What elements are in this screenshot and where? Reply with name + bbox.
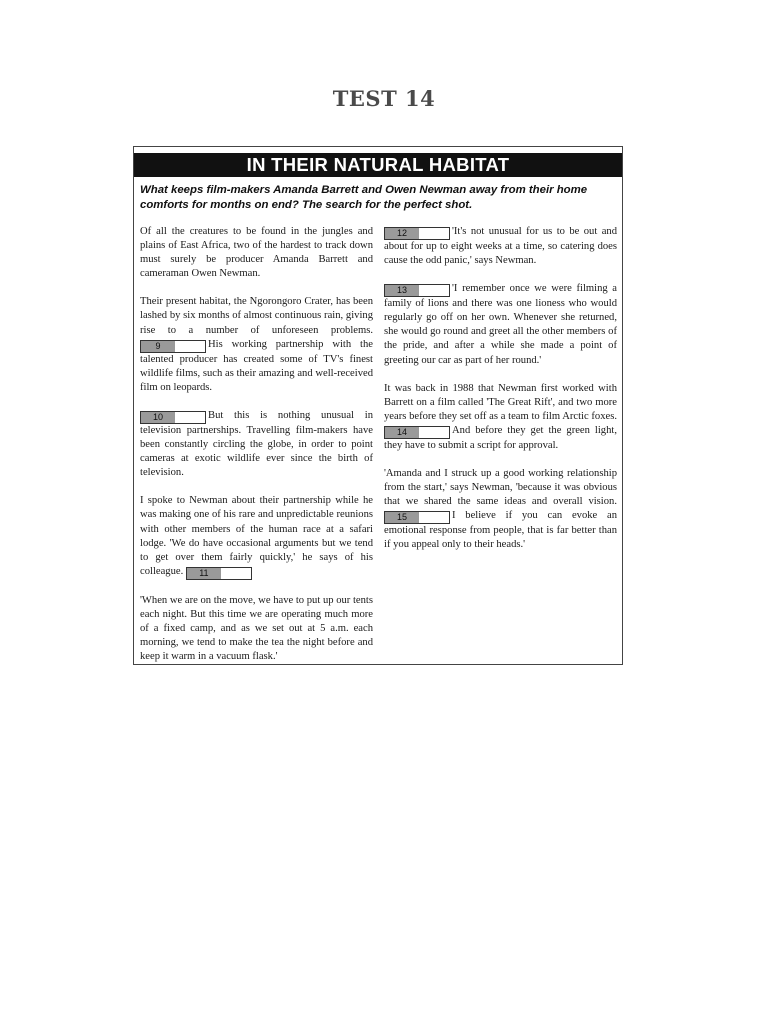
paragraph-text: But this is nothing unusual in television partnerships. Travelling film-makers have been constantly circling the globe, in order to point cameras at exotic wildlife ever since the birth of television. xyxy=(140,409,373,479)
paragraph xyxy=(140,409,373,480)
paragraph-text: And before they get the green light, they have to submit a script for approval. xyxy=(384,424,617,451)
gap-number: 13 xyxy=(385,285,419,296)
paragraph xyxy=(140,494,373,579)
gap-answer-space[interactable] xyxy=(419,228,449,239)
paragraph xyxy=(140,594,373,664)
gap-answer-space[interactable] xyxy=(419,512,449,523)
gap-number: 10 xyxy=(141,412,175,423)
gap-box[interactable] xyxy=(140,411,206,424)
gap-answer-space[interactable] xyxy=(419,285,449,296)
gap-answer-space[interactable] xyxy=(175,341,205,352)
gap-number: 15 xyxy=(385,512,419,523)
paragraph xyxy=(384,382,617,453)
paragraph-text: Their present habitat, the Ngorongoro Crater, has been lashed by six months of almost continuous rain, giving rise to a number of unforeseen problems. xyxy=(140,296,373,336)
article-frame xyxy=(133,146,623,665)
gap-box[interactable] xyxy=(384,426,450,439)
gap-answer-space[interactable] xyxy=(419,427,449,438)
gap-answer-space[interactable] xyxy=(175,412,205,423)
paragraph-text: His working partnership with the talented producer has created some of TV's finest wildlife films, such as their amazing and well-received film on leopards. xyxy=(140,338,373,393)
paragraph-text: Of all the creatures to be found in the jungles and plains of East Africa, two of the hardest to track down must surely be producer Amanda Barrett and cameraman Owen Newman. xyxy=(140,226,373,280)
article-subtitle: What keeps film-makers Amanda Barrett and Owen Newman away from their home comforts for months on end? The search for the perfect shot. xyxy=(140,184,588,211)
gap-number: 11 xyxy=(187,568,221,579)
gap-number: 14 xyxy=(385,427,419,438)
article-headline: IN THEIR NATURAL HABITAT xyxy=(134,153,622,177)
paragraph-text: 'It's not unusual for us to be out and about for up to eight weeks at a time, so catering does cause the odd panic,' says Newman. xyxy=(384,226,617,267)
paragraph-text: I spoke to Newman about their partnership while he was making one of his rare and unpredictable reunions with other members of the human race at a safari lodge. 'We do have occasional arguments but we tend to get over them fairly quickly,' he says of his colleague. xyxy=(140,495,373,577)
left-column xyxy=(140,225,373,678)
gap-number: 9 xyxy=(141,341,175,352)
gap-box[interactable] xyxy=(384,227,450,240)
paragraph-text: 'When we are on the move, we have to put up our tents each night. But this time we are operating much more of a fixed camp, and as we set out at 5 a.m. each morning, we tend to make the tea the night before and keep it warm in a vacuum flask.' xyxy=(140,594,373,663)
gap-answer-space[interactable] xyxy=(221,568,251,579)
test-title: TEST 14 xyxy=(332,86,436,111)
paragraph-text: It was back in 1988 that Newman first worked with Barrett on a film called 'The Great Rift', and two more years before they set off as a team to film Arctic foxes. xyxy=(384,382,617,422)
right-column xyxy=(384,225,617,567)
paragraph-text: I believe if you can evoke an emotional response from people, that is far better than if you appeal only to their heads.' xyxy=(384,510,617,551)
gap-box[interactable] xyxy=(384,284,450,297)
gap-box[interactable] xyxy=(140,340,206,353)
paragraph-text: 'Amanda and I struck up a good working relationship from the start,' says Newman, 'because it was obvious that we shared the same ideas and overall vision. xyxy=(384,468,617,508)
paragraph xyxy=(384,282,617,367)
gap-number: 12 xyxy=(385,228,419,239)
paragraph-text: 'I remember once we were filming a family of lions and there was one lioness who would regularly go off on her own. Whenever she returned, she would go round and greet all the other members of the pride, and after a while she made a point of greeting our car as part of her round.' xyxy=(384,283,617,366)
paragraph xyxy=(384,225,617,268)
gap-box[interactable] xyxy=(186,567,252,580)
paragraph xyxy=(140,295,373,395)
paragraph xyxy=(140,225,373,281)
paragraph xyxy=(384,467,617,552)
gap-box[interactable] xyxy=(384,511,450,524)
